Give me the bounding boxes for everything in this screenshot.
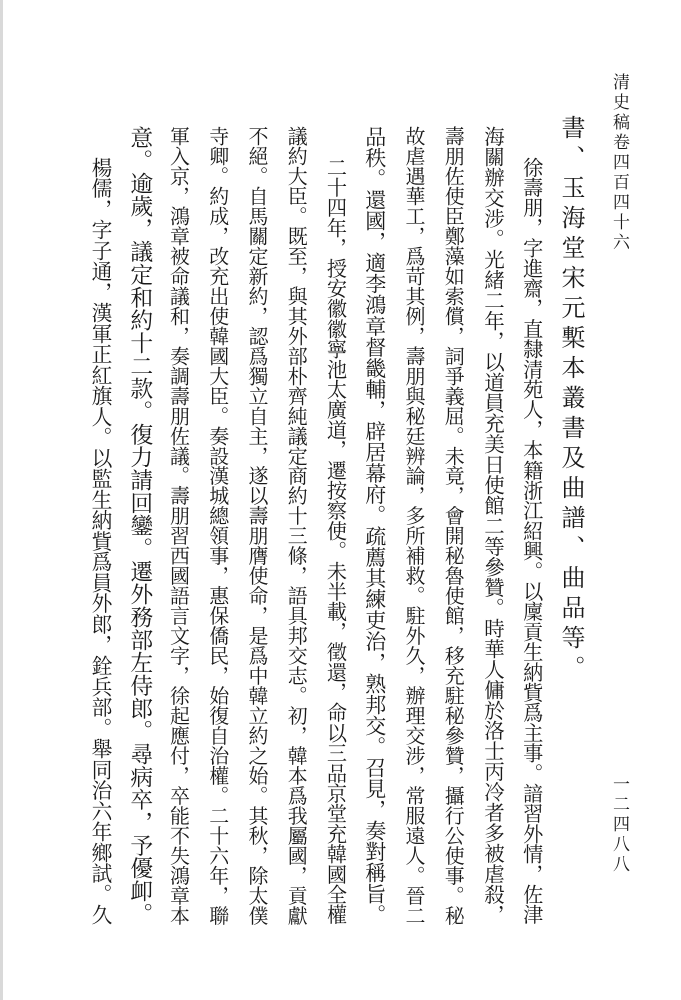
text-column-5: 故虐遇華工，爲苛其例，壽朋與秘廷辨論，多所補救。駐外久，辦理交涉，常服遠人。晉二: [402, 126, 426, 926]
page-number: 一二四八八: [609, 775, 629, 875]
text-column-7: 二十四年，授安徽徽寧池太廣道，遷按察使。未半載，徵還，命以三品京堂充韓國全權: [323, 157, 348, 925]
text-column-4: 壽朋佐使臣鄭藻如索償，詞爭義屈。未竟，會開秘魯使館，移充駐秘參贊，攝行公使事。秘: [441, 126, 466, 926]
text-column-6: 品秩。還國，適李鴻章督畿輔，辟居幕府。疏薦其練吏治，熟邦交。召見，奏對稱旨。: [362, 126, 388, 926]
text-column-9: 不絕。自馬關定新約，認爲獨立自主，遂以壽朋膺使命，是爲中韓立約之始。其秋，除太僕: [245, 126, 269, 926]
text-column-1: 書、玉海堂宋元槧本叢書及曲譜、曲品等。: [557, 115, 585, 685]
text-column-10: 寺卿。約成，改充出使韓國大臣。奏設漢城總領事，惠保僑民，始復自治權。二十六年，聯: [205, 126, 230, 926]
text-column-12: 意。逾歲，議定和約十二款。復力請回鑾。遷外務部左侍郎。尋病卒，予優卹。: [126, 126, 153, 926]
running-title: 清史稿卷四百四十六: [609, 73, 629, 253]
text-column-3: 海關辦交涉。光緒二年，以道員充美日使館二等參贊。時華人傭於洛士丙冷者多被虐殺，: [480, 126, 505, 926]
text-column-11: 軍入京，鴻章被命議和，奏調壽朋佐議。壽朋習西國語言文字，徐起應付，卒能不失鴻章本: [166, 126, 191, 926]
page-edge-shadow: [0, 0, 3, 1000]
text-column-13: 楊儒，字子通，漢軍正紅旗人。以監生納貲爲員外郎，銓兵部。舉同治六年鄉試。久: [88, 157, 112, 926]
text-column-2: 徐壽朋，字進齋，直隸清苑人，本籍浙江紹興。以廩貢生納貲爲主事。諳習外情，佐津: [519, 157, 544, 925]
text-column-8: 議約大臣。既至，與其外部朴齊純議定商約十三條，語具邦交志。初，韓本爲我屬國，貢獻: [284, 126, 309, 926]
